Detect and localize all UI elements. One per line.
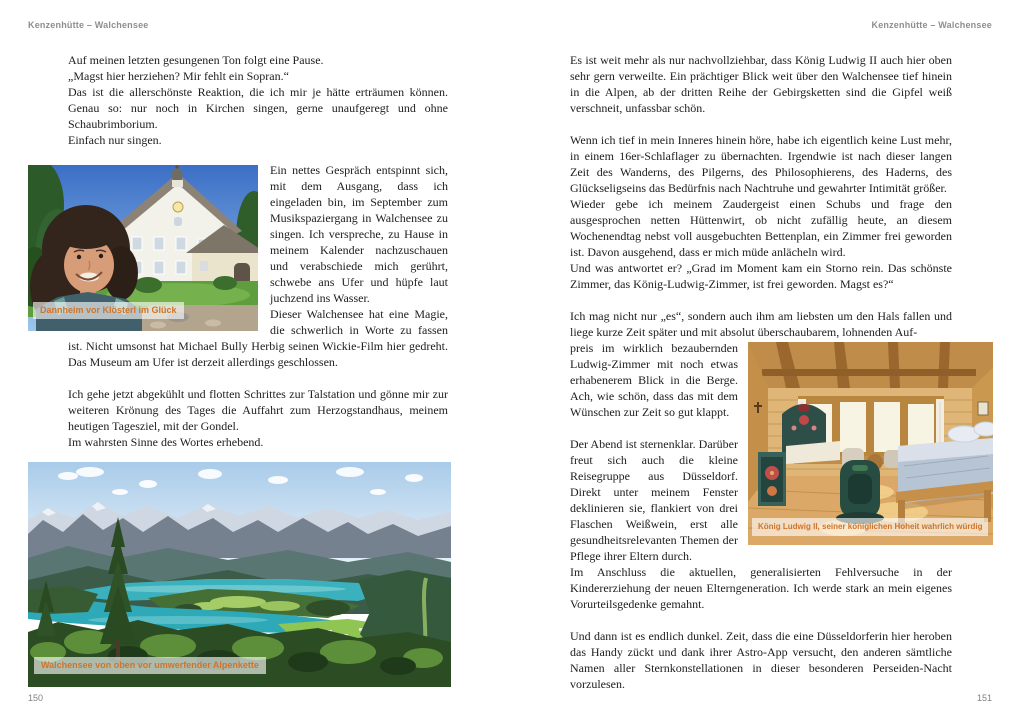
paragraph-storno: Und was antwortet er? „Grad im Moment kam ein Storno rein. Das schönste Zimmer, das König-Ludwig-Zimmer, ist frei geworden. Magst es?“ bbox=[570, 261, 952, 291]
paragraph-lust: Wenn ich tief in mein Inneres hinein höre, habe ich eigentlich keine Lust mehr, in einem 16er-Schlaflager zu übernachten. Irgendwie ist nach dieser langen Zeit des Wanderns, des Pilgerns, des Philosophierens, des Haderns, des Glückseligseins das Bedürfnis nach Nachtruhe und gewahrter Intimität größer. bbox=[570, 133, 952, 195]
paragraph-aufpreis-intro: Ich mag nicht nur „es“, sondern auch ihm am liebsten um den Hals fallen und liege kurze Zeit später und mit absolut überschaubarem, lohnenden Auf- bbox=[570, 309, 952, 339]
photo-koenig-ludwig-zimmer bbox=[748, 342, 993, 545]
paragraph-aufpreis-rest: preis im wirklich bezaubernden Ludwig-Zimmer mit noch etwas erhabenerem Blick in die Berge. Ach, wie schön, dass das mit dem Wünschen zur Zeit so gut klappt. bbox=[570, 341, 738, 419]
paragraph-line: Auf meinen letzten gesungenen Ton folgt eine Pause. bbox=[68, 53, 324, 67]
running-header-left: Kenzenhütte – Walchensee bbox=[28, 20, 149, 30]
paragraph-zaudergeist: Wieder gebe ich meinem Zaudergeist einen Schubs und frage den ausgesprochen netten Hüttenwirt, ob nicht zufällig heute, an diesem Wochenendtag nebst voll ausgebuchten Bettenplan, ein Zimmer frei geworden ist. Davon ausgehend, dass er mich müde anlächeln wird. bbox=[570, 197, 952, 259]
zimmer-illustration bbox=[748, 342, 993, 545]
walchensee-illustration bbox=[28, 462, 451, 687]
paragraph-dunkel: Und dann ist es endlich dunkel. Zeit, dass die eine Düsseldorferin hier heroben das Handy zückt und dank ihrer Astro-App versucht, den anderen sämtliche Namen aller Sternkonstellationen in dieser besonderen Perseiden-Nacht vorzulesen. bbox=[570, 629, 952, 691]
paragraph-talstation: Ich gehe jetzt abgekühlt und flotten Schrittes zur Talstation und gönne mir zur weiteren Krönung des Tages die Auffahrt zum Herzogstandhaus, meinem heutigen Tagesziel, mit der Gondel. bbox=[68, 387, 448, 433]
paragraph-anschluss: Im Anschluss die aktuellen, generalisierten Fehlversuche in der Kindererziehung der neuen Elterngeneration. Ich werde stark an mein eigenes Vorurteilsgedenke gemahnt. bbox=[570, 565, 952, 611]
paragraph-magie: Dieser Walchensee hat eine Magie, die schwerlich in Worte zu fassen ist. Nicht umsonst hat Michael Bully Herbig seinen Wickie-Film hier gedreht. Das Museum am Ufer ist derzeit allerdings geschlossen. bbox=[68, 307, 448, 369]
page-number-left: 150 bbox=[28, 693, 44, 703]
page-right bbox=[570, 52, 993, 692]
page-left bbox=[28, 52, 451, 687]
photo-caption-zimmer: König Ludwig II, seiner königlichen Hoheit wahrlich würdig bbox=[752, 518, 988, 536]
photo-caption-walchensee: Walchensee von oben vor umwerfender Alpenkette bbox=[34, 657, 266, 674]
intro-paragraph bbox=[28, 52, 451, 148]
page-number-right: 151 bbox=[976, 693, 992, 703]
paragraph-line: Einfach nur singen. bbox=[68, 133, 162, 147]
paragraph-ludwig: Es ist weit mehr als nur nachvollziehbar, dass König Ludwig II auch hier oben sehr gern verweilte. Ein prächtiger Blick weit über den Walchensee tief hinein in die Alpen, ab der dritten Reihe der Gebirgsketten sind die Gipfel weiß verschneit, unfassbar schön. bbox=[570, 53, 952, 115]
photo-caption-kloesterl: Dannheim vor Klösterl im Glück bbox=[33, 302, 184, 319]
photo-kloesterl bbox=[28, 165, 258, 331]
backpack bbox=[836, 460, 884, 524]
running-header-right: Kenzenhütte – Walchensee bbox=[871, 20, 992, 30]
paragraph-gespraech: Ein nettes Gespräch entspinnt sich, mit dem Ausgang, dass ich eingeladen bin, im September zum Musikspaziergang in Walchensee zu singen. Ich verspreche, zu Hause in meinem Kalender nachzuschauen und verabschiede mich gerührt, schwebe ans Ufer und hüpfe laut juchzend ins Wasser. bbox=[270, 163, 448, 305]
paragraph-line: „Magst hier herziehen? Mir fehlt ein Sopran.“ bbox=[68, 69, 289, 83]
paragraph-line: Das ist die allerschönste Reaktion, die ich mir je hätte erträumen können. Genau so: nur noch in Kirchen singen, gerne unaufgeregt und ohne Schaubrimborium. bbox=[68, 85, 448, 131]
paragraph-abend: Der Abend ist sternenklar. Darüber freut sich auch die kleine Reisegruppe aus Düsseldorf. Direkt unter meinem Fenster deklinieren sie, flankiert von drei Flaschen Weißwein, erst alle gesundheitsrelevanten Themen der Pflege ihrer Eltern durch. bbox=[570, 437, 738, 563]
photo-walchensee-panorama bbox=[28, 462, 451, 687]
paragraph-erhebend: Im wahrsten Sinne des Wortes erhebend. bbox=[68, 435, 264, 449]
